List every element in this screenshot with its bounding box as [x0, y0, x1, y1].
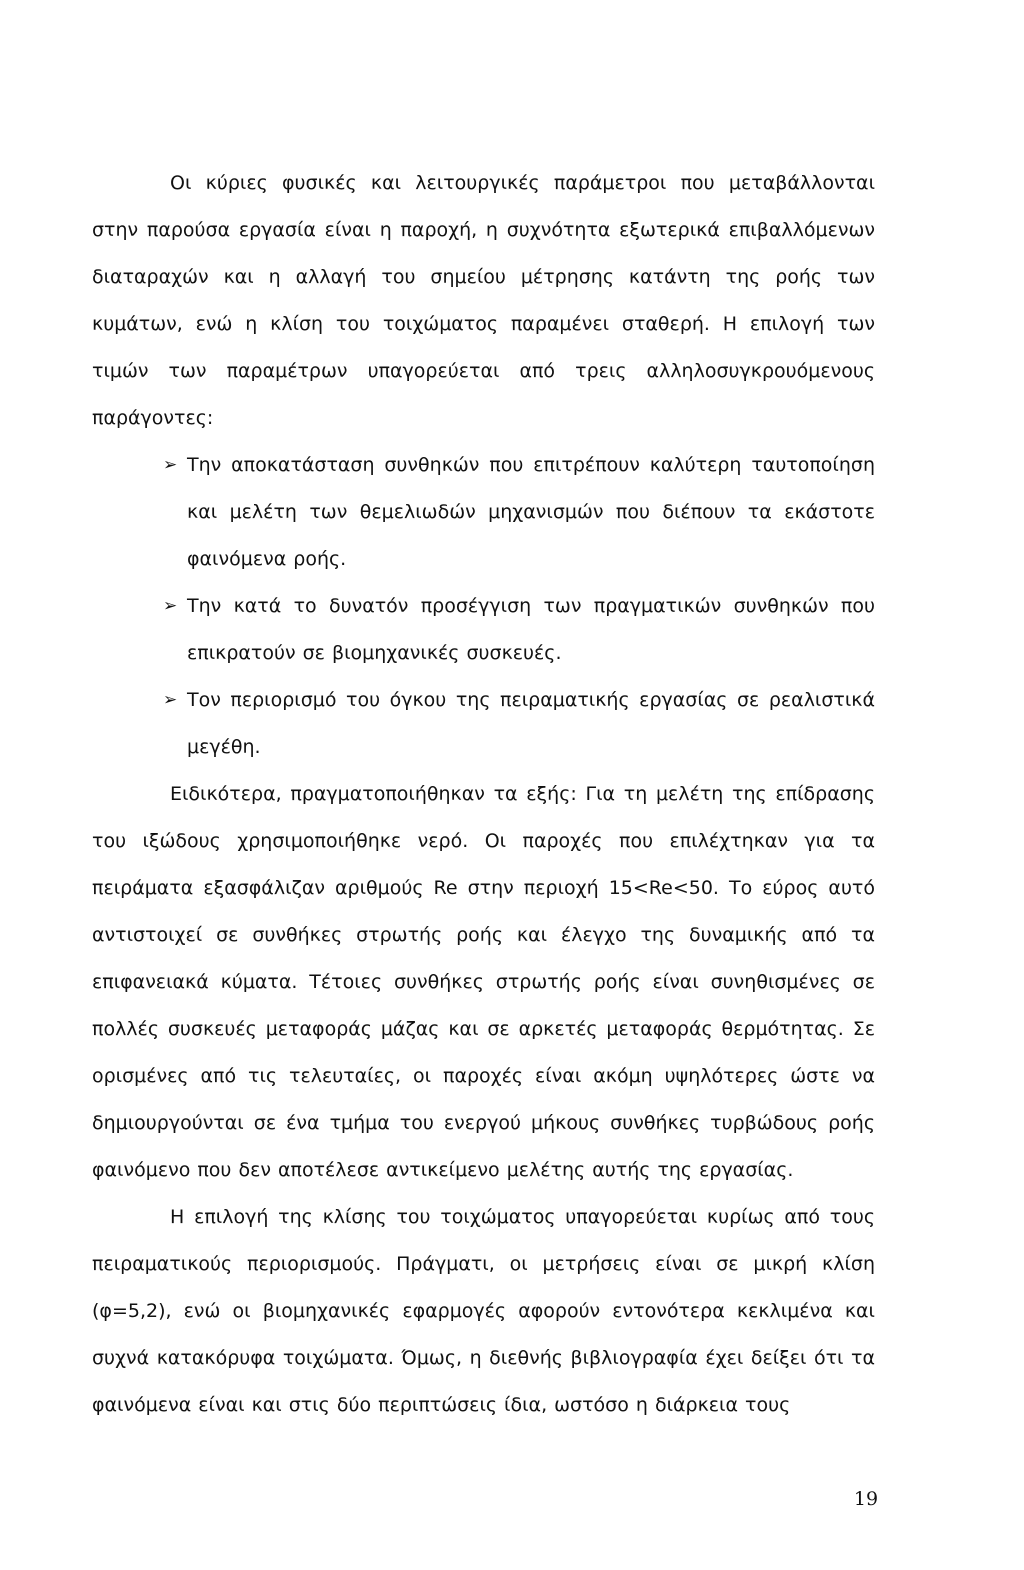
- list-item: [163, 442, 875, 583]
- list-item: [163, 677, 875, 771]
- list-item-text: Την κατά το δυνατόν προσέγγιση των πραγματικών συνθηκών που επικρατούν σε βιομηχανικές συσκευές.: [187, 595, 875, 664]
- list-item-text: Τον περιορισμό του όγκου της πειραματικής εργασίας σε ρεαλιστικά μεγέθη.: [187, 689, 875, 758]
- list-item-text: Την αποκατάσταση συνθηκών που επιτρέπουν καλύτερη ταυτοποίηση και μελέτη των θεμελιωδών μηχανισμών που διέπουν τα εκάστοτε φαινόμενα ροής.: [187, 454, 875, 570]
- body-text: [92, 160, 875, 1429]
- details-paragraph: Ειδικότερα, πραγματοποιήθηκαν τα εξής: Για τη μελέτη της επίδρασης του ιξώδους χρησιμοποιήθηκε νερό. Οι παροχές που επιλέχτηκαν για τα πειράματα εξασφάλιζαν αριθμούς Re στην περιοχή 15<Re<50. Το εύρος αυτό αντιστοιχεί σε συνθήκες στρωτής ροής και έλεγχο της δυναμικής από τα επιφανειακά κύματα. Τέτοιες συνθήκες στρωτής ροής είναι συνηθισμένες σε πολλές συσκευές μεταφοράς μάζας και σε αρκετές μεταφοράς θερμότητας. Σε ορισμένες από τις τελευταίες, οι παροχές είναι ακόμη υψηλότερες ώστε να δημιουργούνται σε ένα τμήμα του ενεργού μήκους συνθήκες τυρβώδους ροής φαινόμενο που δεν αποτέλεσε αντικείμενο μελέτης αυτής της εργασίας.: [92, 783, 875, 1181]
- list-item: [163, 583, 875, 677]
- factors-list: [92, 442, 875, 771]
- intro-paragraph: Οι κύριες φυσικές και λειτουργικές παράμετροι που μεταβάλλονται στην παρούσα εργασία είναι η παροχή, η συχνότητα εξωτερικά επιβαλλόμενων διαταραχών και η αλλαγή του σημείου μέτρησης κατάντη της ροής των κυμάτων, ενώ η κλίση του τοιχώματος παραμένει σταθερή. Η επιλογή των τιμών των παραμέτρων υπαγορεύεται από τρεις αλληλοσυγκρουόμενους παράγοντες:: [92, 172, 875, 429]
- page-number: 19: [853, 1488, 879, 1510]
- arrow-bullet-icon: ➢: [163, 455, 178, 475]
- slope-paragraph: Η επιλογή της κλίσης του τοιχώματος υπαγορεύεται κυρίως από τους πειραματικούς περιορισμούς. Πράγματι, οι μετρήσεις είναι σε μικρή κλίση (φ=5,2), ενώ οι βιομηχανικές εφαρμογές αφορούν εντονότερα κεκλιμένα και συχνά κατακόρυφα τοιχώματα. Όμως, η διεθνής βιβλιογραφία έχει δείξει ότι τα φαινόμενα είναι και στις δύο περιπτώσεις ίδια, ωστόσο η διάρκεια τους: [92, 1206, 875, 1416]
- arrow-bullet-icon: ➢: [163, 596, 178, 616]
- arrow-bullet-icon: ➢: [163, 690, 178, 710]
